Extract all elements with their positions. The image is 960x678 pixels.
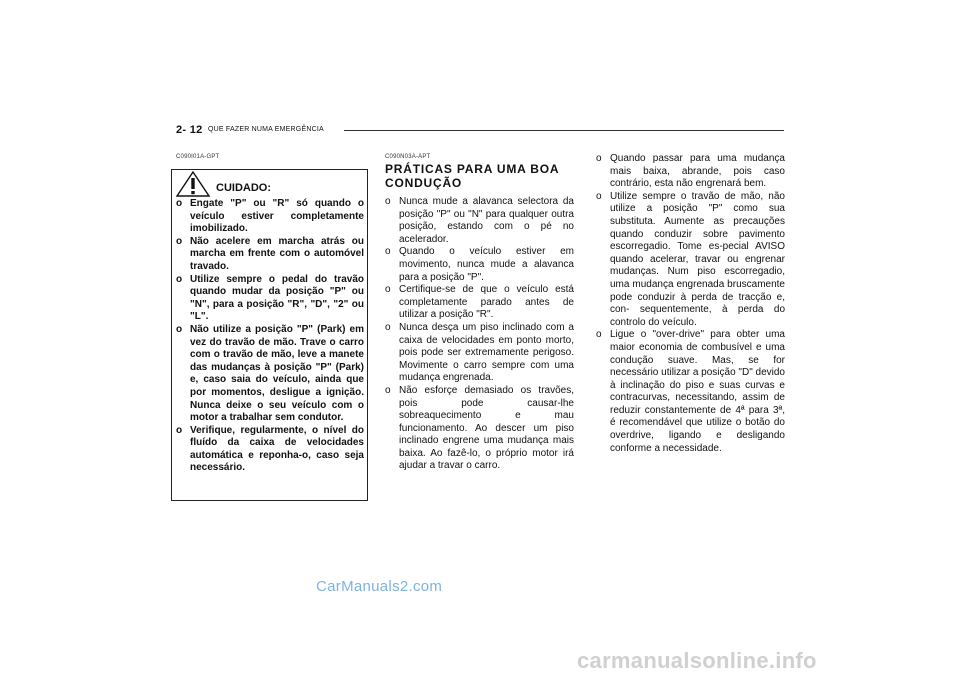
list-item: o Certifique-se de que o veículo está completamente parado antes de utilizar a posição "R".: [385, 284, 574, 321]
warning-triangle-icon: [176, 171, 210, 197]
chapter-title: QUE FAZER NUMA EMERGÊNCIA: [208, 126, 324, 133]
bullet-icon: o: [385, 284, 391, 296]
bullet-icon: o: [176, 323, 183, 335]
bullet-icon: o: [176, 235, 183, 247]
practices-title: PRÁTICAS PARA UMA BOA CONDUÇÃO: [385, 162, 559, 190]
list-item: o Não esforçe demasiado os travões, pois pode causar-lhe sobreaquecimento e mau funcionamento. Ao descer um piso inclinado engrene uma mudança mais baixa. Ao fazê-lo, o próprio motor irá ajudar a travar o carro.: [385, 384, 574, 472]
bullet-icon: o: [176, 424, 183, 436]
page-number: 2- 12: [176, 124, 203, 136]
list-item: o Verifique, regularmente, o nível do fluído da caixa de velocidades automática e reponha-o, caso seja necessário.: [176, 424, 364, 474]
bullet-icon: o: [385, 384, 391, 396]
practices-code: C090N03A-APT: [385, 154, 431, 160]
bullet-icon: o: [176, 273, 183, 285]
header-divider: [344, 130, 784, 131]
continued-list: [596, 153, 785, 455]
bullet-icon: o: [176, 198, 183, 209]
bullet-icon: o: [596, 190, 602, 202]
list-item: o Não utilize a posição "P" (Park) em vez do travão de mão. Trave o carro com o travão de mão, leve a manete das mudanças à posição "P" (Park) e, caso saia do veículo, ainda que por momentos, desligue a ignição. Nunca deixe o seu veículo com o motor a trabalhar sem condutor.: [176, 323, 364, 424]
list-item: o Quando o veículo estiver em movimento, nunca mude a alavanca para a posição "P".: [385, 246, 574, 283]
list-item: o Nunca mude a alavanca selectora da posição "P" ou "N" para qualquer outra posição, estando com o pé no acelerador.: [385, 196, 574, 245]
practices-list: [385, 196, 574, 473]
caution-list: [176, 198, 364, 475]
caution-code: C090I01A-GPT: [176, 154, 220, 160]
watermark-carmanuals2: CarManuals2.com: [316, 578, 443, 595]
bullet-icon: o: [596, 153, 602, 164]
list-item: o Utilize sempre o pedal do travão quando mudar da posição "P" ou "N", para a posição "R", "D", "2" ou "L".: [176, 273, 364, 323]
bullet-icon: o: [385, 246, 391, 258]
bullet-icon: o: [385, 321, 391, 333]
list-item: o Ligue o "over-drive" para obter uma maior economia de combusível e uma condução suave. Mas, se for necessário utilizar a posição "D" devido à inclinação do piso e suas curvas e contracurvas, necessitando, assim de reduzir constantemente de 4ª para 3ª, é recomendável que utilize o botão do overdrive, ligando e desligando conforme a necessidade.: [596, 329, 785, 454]
bullet-icon: o: [596, 329, 602, 341]
list-item: o Utilize sempre o travão de mão, não utilize a posição "P" como sua substituta. Aumente as precauções quando conduzir sobre pavimento escorregadio. Tome es-pecial AVISO quando acelerar, travar ou engrenar mudanças. Num piso escorregadio, uma mudança engrenada bruscamente pode conduzir à perda de tracção e, con- sequentemente, à perda do controlo do veículo.: [596, 190, 785, 328]
list-item: o Engate "P" ou "R" só quando o veículo estiver completamente imobilizado.: [176, 198, 364, 235]
list-item: o Não acelere em marcha atrás ou marcha em frente com o automóvel travado.: [176, 235, 364, 272]
watermark-carmanualsonline: carmanualsonline.info: [577, 648, 817, 673]
list-item: o Nunca desça um piso inclinado com a caixa de velocidades em ponto morto, pois pode ser extremamente perigoso. Movimente o carro sempre com uma mudança engrenada.: [385, 321, 574, 384]
bullet-icon: o: [385, 196, 391, 207]
list-item: o Quando passar para uma mudança mais baixa, abrande, pois caso contrário, esta não engrenará bem.: [596, 153, 785, 190]
caution-title: CUIDADO:: [216, 182, 271, 194]
